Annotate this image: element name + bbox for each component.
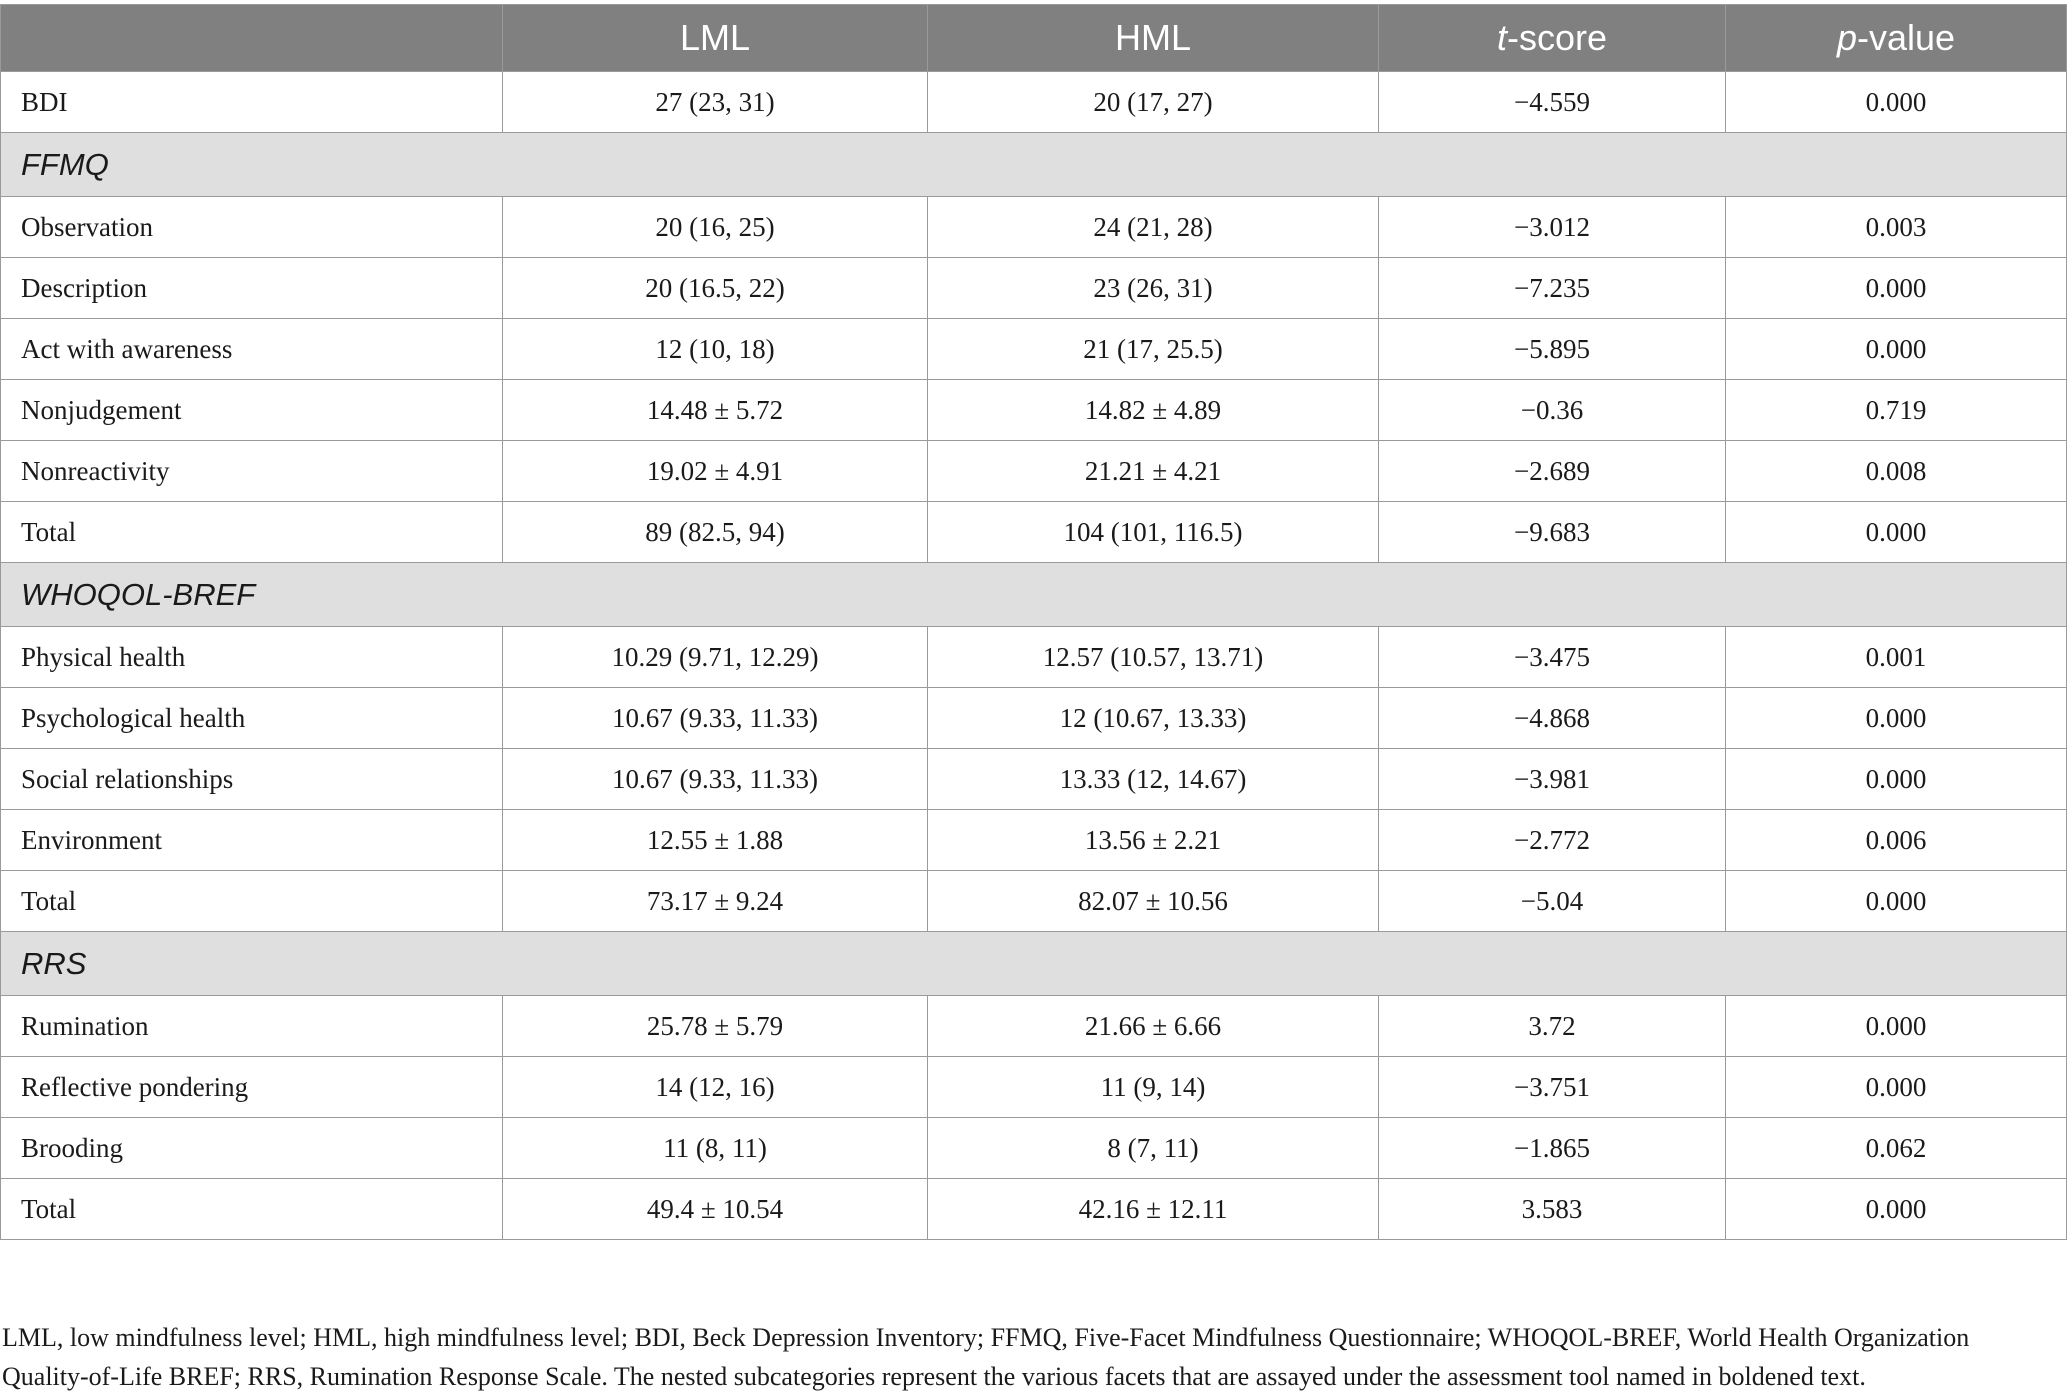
- lml-value: 14 (12, 16): [503, 1057, 928, 1118]
- table-row: [1, 1057, 2067, 1118]
- lml-value: 27 (23, 31): [503, 72, 928, 133]
- row-label: Social relationships: [1, 749, 503, 810]
- t-score-value: −1.865: [1379, 1118, 1726, 1179]
- hml-value: 42.16 ± 12.11: [928, 1179, 1379, 1240]
- p-value: 0.000: [1726, 1057, 2067, 1118]
- table-footnote: [2, 1318, 2052, 1396]
- t-score-value: −9.683: [1379, 502, 1726, 563]
- header-t-rest: -score: [1506, 17, 1608, 58]
- hml-value: 21 (17, 25.5): [928, 319, 1379, 380]
- header-t-italic: t: [1496, 17, 1507, 58]
- lml-value: 10.67 (9.33, 11.33): [503, 749, 928, 810]
- hml-value: 21.66 ± 6.66: [928, 996, 1379, 1057]
- header-p-value: [1726, 5, 2067, 72]
- t-score-value: −4.559: [1379, 72, 1726, 133]
- hml-value: 11 (9, 14): [928, 1057, 1379, 1118]
- p-value: 0.000: [1726, 996, 2067, 1057]
- hml-value: 24 (21, 28): [928, 197, 1379, 258]
- hml-value: 13.33 (12, 14.67): [928, 749, 1379, 810]
- row-label: Psychological health: [1, 688, 503, 749]
- t-score-value: −3.751: [1379, 1057, 1726, 1118]
- p-value: 0.000: [1726, 502, 2067, 563]
- hml-value: 23 (26, 31): [928, 258, 1379, 319]
- footnote-line-1: LML, low mindfulness level; HML, high mindfulness level; BDI, Beck Depression Inventory; FFMQ, Five-Facet Mindfulness Questionnaire; WHOQOL-BREF, World Health Organization: [2, 1323, 1970, 1352]
- p-value: 0.000: [1726, 1179, 2067, 1240]
- hml-value: 104 (101, 116.5): [928, 502, 1379, 563]
- row-label: Description: [1, 258, 503, 319]
- row-label: Brooding: [1, 1118, 503, 1179]
- row-label: Total: [1, 502, 503, 563]
- p-value: 0.000: [1726, 688, 2067, 749]
- lml-value: 49.4 ± 10.54: [503, 1179, 928, 1240]
- t-score-value: −7.235: [1379, 258, 1726, 319]
- table-row: [1, 1179, 2067, 1240]
- t-score-value: −3.012: [1379, 197, 1726, 258]
- section-title: RRS: [1, 932, 2067, 996]
- results-table-container: [0, 4, 2066, 1240]
- header-row-label: [1, 5, 503, 72]
- row-label: Act with awareness: [1, 319, 503, 380]
- t-score-value: −2.689: [1379, 441, 1726, 502]
- t-score-value: −3.475: [1379, 627, 1726, 688]
- t-score-value: 3.72: [1379, 996, 1726, 1057]
- table-row: [1, 319, 2067, 380]
- t-score-value: −3.981: [1379, 749, 1726, 810]
- p-value: 0.006: [1726, 810, 2067, 871]
- table-row: [1, 810, 2067, 871]
- t-score-value: −4.868: [1379, 688, 1726, 749]
- p-value: 0.001: [1726, 627, 2067, 688]
- row-label: Total: [1, 1179, 503, 1240]
- p-value: 0.000: [1726, 749, 2067, 810]
- lml-value: 10.29 (9.71, 12.29): [503, 627, 928, 688]
- lml-value: 11 (8, 11): [503, 1118, 928, 1179]
- footnote-line-2: Quality-of-Life BREF; RRS, Rumination Response Scale. The nested subcategories represent the various facets that are assayed under the assessment tool named in boldened text.: [2, 1362, 1866, 1391]
- table-row: [1, 996, 2067, 1057]
- row-label: Environment: [1, 810, 503, 871]
- p-value: 0.062: [1726, 1118, 2067, 1179]
- section-title: FFMQ: [1, 133, 2067, 197]
- table-header: [1, 5, 2067, 72]
- table-body: [1, 72, 2067, 1240]
- table-row: [1, 871, 2067, 932]
- table-row: [1, 380, 2067, 441]
- lml-value: 20 (16.5, 22): [503, 258, 928, 319]
- hml-value: 12.57 (10.57, 13.71): [928, 627, 1379, 688]
- lml-value: 25.78 ± 5.79: [503, 996, 928, 1057]
- header-t-score: [1379, 5, 1726, 72]
- table-row: [1, 441, 2067, 502]
- header-row: [1, 5, 2067, 72]
- hml-value: 8 (7, 11): [928, 1118, 1379, 1179]
- results-table: [0, 4, 2067, 1240]
- header-hml: HML: [928, 5, 1379, 72]
- lml-value: 89 (82.5, 94): [503, 502, 928, 563]
- p-value: 0.008: [1726, 441, 2067, 502]
- section-row: [1, 932, 2067, 996]
- hml-value: 21.21 ± 4.21: [928, 441, 1379, 502]
- header-p-rest: -value: [1856, 17, 1956, 58]
- table-row: [1, 749, 2067, 810]
- header-lml: LML: [503, 5, 928, 72]
- hml-value: 13.56 ± 2.21: [928, 810, 1379, 871]
- lml-value: 12.55 ± 1.88: [503, 810, 928, 871]
- row-label: Total: [1, 871, 503, 932]
- lml-value: 12 (10, 18): [503, 319, 928, 380]
- p-value: 0.000: [1726, 258, 2067, 319]
- t-score-value: −0.36: [1379, 380, 1726, 441]
- lml-value: 19.02 ± 4.91: [503, 441, 928, 502]
- hml-value: 14.82 ± 4.89: [928, 380, 1379, 441]
- row-label: Reflective pondering: [1, 1057, 503, 1118]
- p-value: 0.000: [1726, 871, 2067, 932]
- lml-value: 73.17 ± 9.24: [503, 871, 928, 932]
- hml-value: 82.07 ± 10.56: [928, 871, 1379, 932]
- t-score-value: −2.772: [1379, 810, 1726, 871]
- p-value: 0.719: [1726, 380, 2067, 441]
- section-title: WHOQOL-BREF: [1, 563, 2067, 627]
- header-p-italic: p: [1836, 17, 1857, 58]
- t-score-value: 3.583: [1379, 1179, 1726, 1240]
- row-label: Observation: [1, 197, 503, 258]
- table-row: [1, 258, 2067, 319]
- t-score-value: −5.04: [1379, 871, 1726, 932]
- table-row: [1, 72, 2067, 133]
- lml-value: 14.48 ± 5.72: [503, 380, 928, 441]
- p-value: 0.000: [1726, 319, 2067, 380]
- table-row: [1, 197, 2067, 258]
- table-row: [1, 688, 2067, 749]
- hml-value: 12 (10.67, 13.33): [928, 688, 1379, 749]
- row-label: Nonjudgement: [1, 380, 503, 441]
- row-label: Rumination: [1, 996, 503, 1057]
- hml-value: 20 (17, 27): [928, 72, 1379, 133]
- section-row: [1, 133, 2067, 197]
- table-row: [1, 627, 2067, 688]
- lml-value: 20 (16, 25): [503, 197, 928, 258]
- table-row: [1, 1118, 2067, 1179]
- section-row: [1, 563, 2067, 627]
- row-label: BDI: [1, 72, 503, 133]
- p-value: 0.000: [1726, 72, 2067, 133]
- row-label: Physical health: [1, 627, 503, 688]
- table-row: [1, 502, 2067, 563]
- p-value: 0.003: [1726, 197, 2067, 258]
- t-score-value: −5.895: [1379, 319, 1726, 380]
- row-label: Nonreactivity: [1, 441, 503, 502]
- lml-value: 10.67 (9.33, 11.33): [503, 688, 928, 749]
